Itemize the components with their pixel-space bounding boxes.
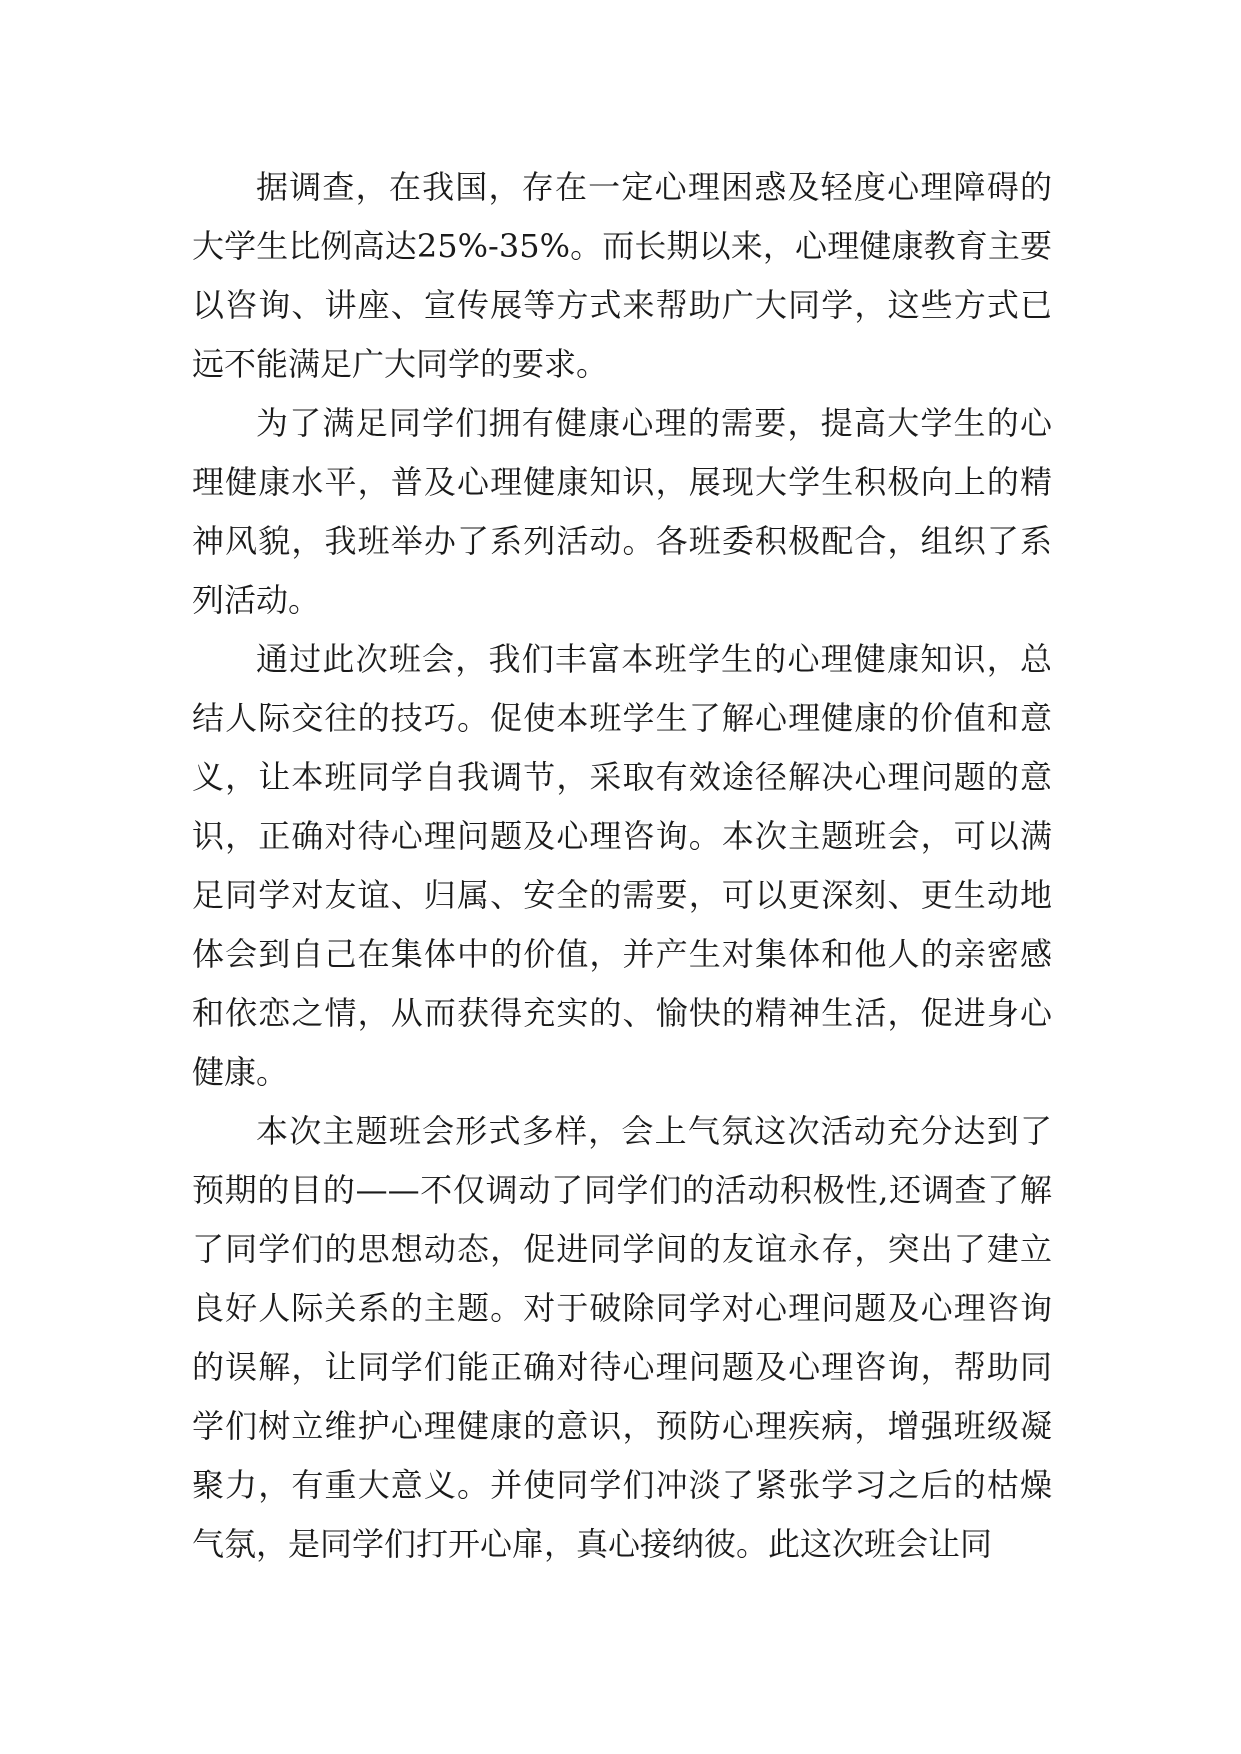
paragraph-meeting-summary: 本次主题班会形式多样，会上气氛这次活动充分达到了预期的目的——不仅调动了同学们的活动积极性,还调查了解了同学们的思想动态，促进同学间的友谊永存，突出了建立良好人际关系的主题。对于破除同学对心理问题及心理咨询的误解，让同学们能正确对待心理问题及心理咨询，帮助同学们树立维护心理健康的意识，预防心理疾病，增强班级凝聚力，有重大意义。并使同学们冲淡了紧张学习之后的枯燥气氛，是同学们打开心扉，真心接纳彼。此这次班会让同	[192, 1112, 1052, 1563]
document-body	[192, 158, 1052, 1574]
paragraph-meeting-benefits: 通过此次班会，我们丰富本班学生的心理健康知识，总结人际交往的技巧。促使本班学生了解心理健康的价值和意义，让本班同学自我调节，采取有效途径解决心理问题的意识，正确对待心理问题及心理咨询。本次主题班会，可以满足同学对友谊、归属、安全的需要，可以更深刻、更生动地体会到自己在集体中的价值，并产生对集体和他人的亲密感和依恋之情，从而获得充实的、愉快的精神生活，促进身心健康。	[192, 640, 1052, 1091]
paragraph-survey: 据调查，在我国，存在一定心理困惑及轻度心理障碍的大学生比例高达25%-35%。而长期以来，心理健康教育主要以咨询、讲座、宣传展等方式来帮助广大同学，这些方式已远不能满足广大同学的要求。	[192, 168, 1052, 383]
paragraph-purpose: 为了满足同学们拥有健康心理的需要，提高大学生的心理健康水平，普及心理健康知识，展现大学生积极向上的精神风貌，我班举办了系列活动。各班委积极配合，组织了系列活动。	[192, 404, 1052, 619]
